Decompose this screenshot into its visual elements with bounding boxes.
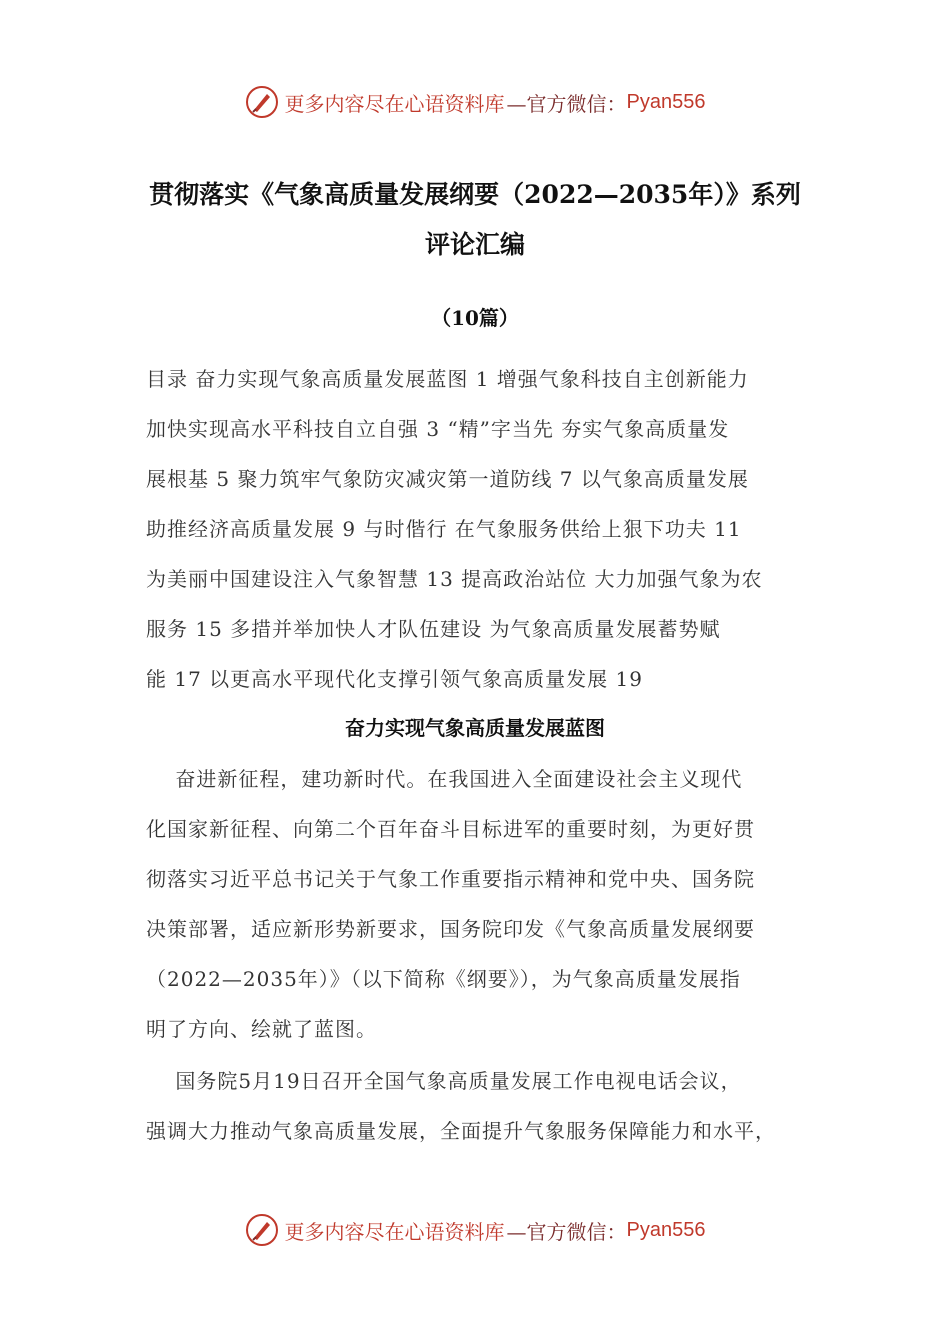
toc-line: 为美丽中国建设注入气象智慧 13 提高政治站位 大力加强气象为农 xyxy=(146,567,763,591)
paragraph-line: 奋进新征程，建功新时代。在我国进入全面建设社会主义现代 xyxy=(146,767,743,791)
banner-official-label: —官方微信： xyxy=(506,1219,627,1244)
section-heading: 奋力实现气象高质量发展蓝图 xyxy=(345,716,605,740)
paragraph-line: 化国家新征程、向第二个百年奋斗目标进军的重要时刻，为更好贯 xyxy=(146,817,755,841)
watermark-banner-bottom xyxy=(0,1210,950,1250)
paragraph-line: 彻落实习近平总书记关于气象工作重要指示精神和党中央、国务院 xyxy=(146,867,755,891)
quill-logo-icon xyxy=(245,1213,279,1247)
document-title-line1: 贯彻落实《气象高质量发展纲要（2022—2035年）》系列 xyxy=(149,180,801,209)
banner-official-label: —官方微信： xyxy=(506,91,627,116)
paragraph-line: 明了方向、绘就了蓝图。 xyxy=(146,1017,377,1041)
quill-logo-icon xyxy=(245,85,279,119)
banner-brand: 更多内容尽在心语资料库 xyxy=(284,91,505,116)
toc-line: 展根基 5 聚力筑牢气象防灾减灾第一道防线 7 以气象高质量发展 xyxy=(146,467,749,491)
toc-line: 能 17 以更高水平现代化支撑引领气象高质量发展 19 xyxy=(146,667,643,691)
paragraph-line: 强调大力推动气象高质量发展，全面提升气象服务保障能力和水平， xyxy=(146,1119,776,1143)
toc-line: 助推经济高质量发展 9 与时偕行 在气象服务供给上狠下功夫 11 xyxy=(146,517,742,541)
banner-wechat-id: Pyan556 xyxy=(626,90,706,113)
banner-wechat-id: Pyan556 xyxy=(626,1218,706,1241)
paragraph-line: 国务院5月19日召开全国气象高质量发展工作电视电话会议， xyxy=(146,1069,742,1093)
watermark-banner-top xyxy=(0,82,950,122)
paragraph-line: 决策部署，适应新形势新要求，国务院印发《气象高质量发展纲要 xyxy=(146,917,755,941)
document-title-line2: 评论汇编 xyxy=(424,230,525,259)
toc-line: 目录 奋力实现气象高质量发展蓝图 1 增强气象科技自主创新能力 xyxy=(146,367,749,391)
document-subtitle: （10篇） xyxy=(431,306,519,330)
toc-line: 服务 15 多措并举加快人才队伍建设 为气象高质量发展蓄势赋 xyxy=(146,617,721,641)
banner-brand: 更多内容尽在心语资料库 xyxy=(284,1219,505,1244)
paragraph-line: （2022—2035年）》（以下简称《纲要》），为气象高质量发展指 xyxy=(146,967,741,991)
toc-line: 加快实现高水平科技自立自强 3 “精”字当先 夯实气象高质量发 xyxy=(146,417,730,441)
